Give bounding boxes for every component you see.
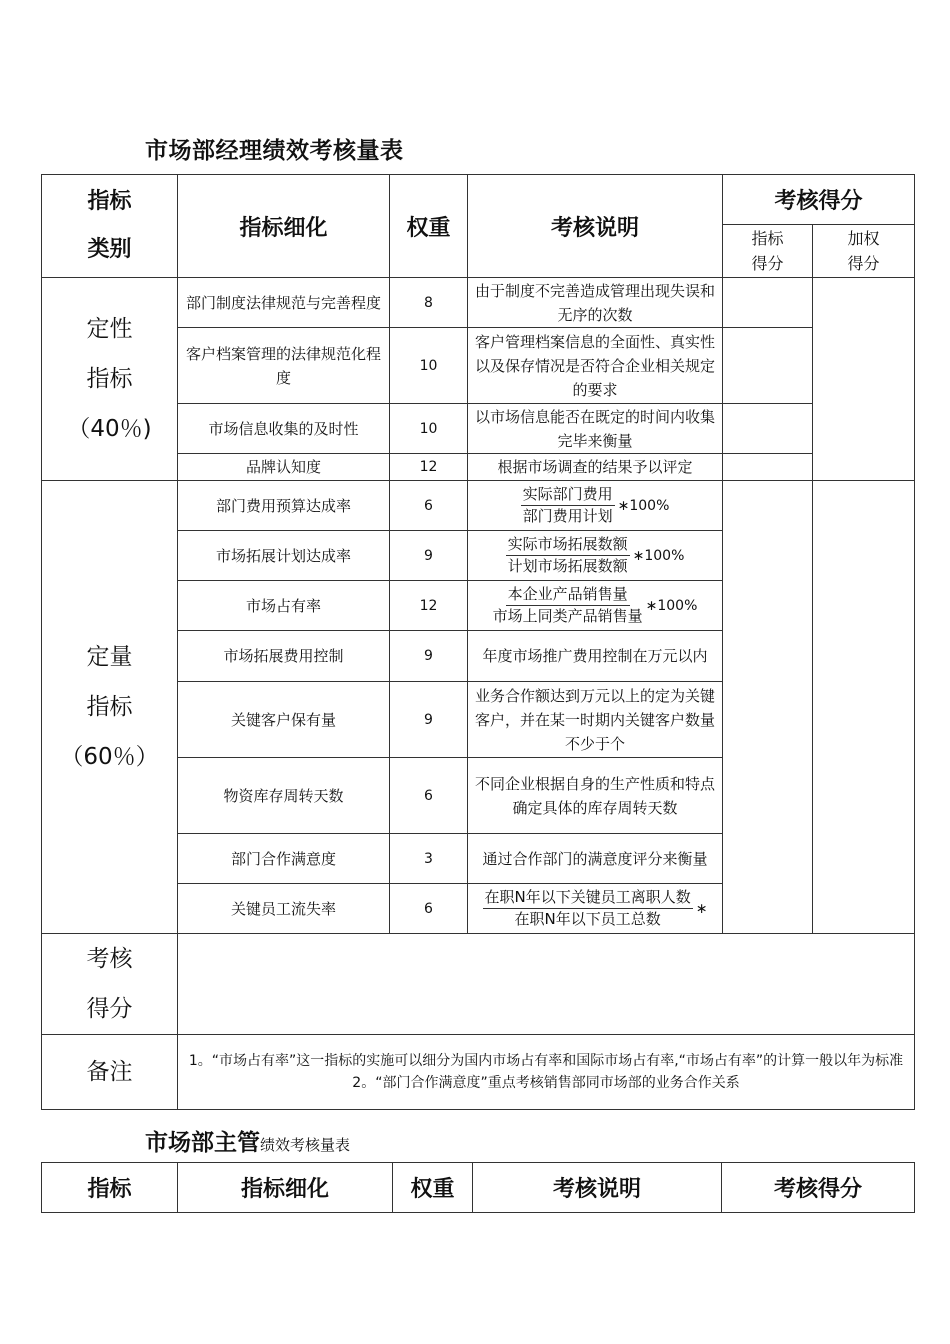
index-score-cell[interactable] [723, 404, 813, 454]
total-score-cell[interactable] [178, 934, 915, 1035]
formula [521, 484, 670, 527]
description-cell: 业务合作额达到万元以上的定为关键客户，并在某一时期内关键客户数量不少于个 [468, 682, 723, 758]
item-cell: 市场拓展计划达成率 [178, 531, 390, 581]
weight-cell: 8 [390, 278, 468, 328]
index-score-cell[interactable] [723, 328, 813, 404]
description-cell: 客户管理档案信息的全面性、真实性以及保存情况是否符合企业相关规定的要求 [468, 328, 723, 404]
description-cell: 由于制度不完善造成管理出现失误和无序的次数 [468, 278, 723, 328]
formula-multiplier: ∗100% [617, 497, 670, 514]
item-cell: 部门制度法律规范与完善程度 [178, 278, 390, 328]
weight-cell: 9 [390, 682, 468, 758]
weight-cell: 10 [390, 404, 468, 454]
remarks-content [178, 1035, 915, 1110]
weighted-score-cell[interactable] [813, 481, 915, 934]
weight-cell: 6 [390, 758, 468, 834]
remarks-row [42, 1035, 915, 1110]
formula-numerator: 实际市场拓展数额 [506, 534, 630, 556]
remark-2: 2。“部门合作满意度”重点考核销售部同市场部的业务合作关系 [352, 1075, 740, 1091]
weighted-score-cell[interactable] [813, 278, 915, 481]
table-row [42, 481, 915, 531]
header-weight: 权重 [393, 1163, 473, 1213]
table-row [42, 278, 915, 328]
header-score: 考核得分 [722, 1163, 915, 1213]
formula-denominator: 部门费用计划 [522, 507, 613, 525]
header-weight: 权重 [390, 175, 468, 278]
formula-numerator: 本企业产品销售量 [506, 584, 630, 606]
item-cell: 部门费用预算达成率 [178, 481, 390, 531]
score-row [42, 934, 915, 1035]
weight-cell: 9 [390, 531, 468, 581]
formula-cell [468, 581, 723, 631]
description-cell: 以市场信息能否在既定的时间内收集完毕来衡量 [468, 404, 723, 454]
formula-cell [468, 884, 723, 934]
description-cell: 年度市场推广费用控制在万元以内 [468, 631, 723, 682]
formula-denominator: 市场上同类产品销售量 [492, 607, 643, 625]
score-row-label: 考核 得分 [42, 934, 178, 1035]
manager-assessment-table [41, 174, 915, 1110]
formula-denominator: 在职N年以下员工总数 [514, 910, 661, 928]
header-index-score: 指标 得分 [723, 225, 813, 278]
header-description: 考核说明 [473, 1163, 722, 1213]
item-cell: 市场信息收集的及时性 [178, 404, 390, 454]
description-cell: 不同企业根据自身的生产性质和特点确定具体的库存周转天数 [468, 758, 723, 834]
weight-cell: 10 [390, 328, 468, 404]
weight-cell: 12 [390, 454, 468, 481]
formula-numerator: 实际部门费用 [521, 484, 615, 506]
remarks-label: 备注 [42, 1035, 178, 1110]
formula [493, 584, 698, 627]
item-cell: 关键客户保有量 [178, 682, 390, 758]
page-title: 市场部经理绩效考核量表 [145, 138, 404, 164]
weight-cell: 6 [390, 884, 468, 934]
remark-1: 1。“市场占有率”这一指标的实施可以细分为国内市场占有率和国际市场占有率,“市场占有率”的计算一般以年为标准 [188, 1053, 904, 1069]
index-score-cell[interactable] [723, 481, 813, 934]
index-score-cell[interactable] [723, 454, 813, 481]
formula [506, 534, 685, 577]
item-cell: 市场拓展费用控制 [178, 631, 390, 682]
weight-cell: 9 [390, 631, 468, 682]
formula-multiplier: ∗ [695, 900, 708, 917]
formula-multiplier: ∗100% [645, 597, 698, 614]
category-quantitative: 定量 指标 （60％） [42, 481, 178, 934]
header-category: 指标 类别 [42, 175, 178, 278]
item-cell: 部门合作满意度 [178, 834, 390, 884]
header-score: 考核得分 [723, 175, 915, 225]
header-description: 考核说明 [468, 175, 723, 278]
category-qualitative: 定性 指标 （40％) [42, 278, 178, 481]
weight-cell: 6 [390, 481, 468, 531]
formula-numerator: 在职N年以下关键员工离职人数 [483, 887, 693, 909]
item-cell: 品牌认知度 [178, 454, 390, 481]
item-cell: 关键员工流失率 [178, 884, 390, 934]
formula-cell [468, 531, 723, 581]
formula-denominator: 计划市场拓展数额 [507, 557, 628, 575]
header-category: 指标 [42, 1163, 178, 1213]
header-weighted-score: 加权 得分 [813, 225, 915, 278]
header-detail: 指标细化 [178, 1163, 393, 1213]
section-title-supervisor: 市场部主管绩效考核量表 [145, 1130, 351, 1156]
item-cell: 客户档案管理的法律规范化程度 [178, 328, 390, 404]
header-detail: 指标细化 [178, 175, 390, 278]
description-cell: 通过合作部门的满意度评分来衡量 [468, 834, 723, 884]
item-cell: 市场占有率 [178, 581, 390, 631]
weight-cell: 3 [390, 834, 468, 884]
formula-multiplier: ∗100% [632, 547, 685, 564]
formula [483, 887, 708, 930]
formula-cell [468, 481, 723, 531]
index-score-cell[interactable] [723, 278, 813, 328]
weight-cell: 12 [390, 581, 468, 631]
description-cell: 根据市场调查的结果予以评定 [468, 454, 723, 481]
item-cell: 物资库存周转天数 [178, 758, 390, 834]
supervisor-assessment-table [41, 1162, 915, 1213]
